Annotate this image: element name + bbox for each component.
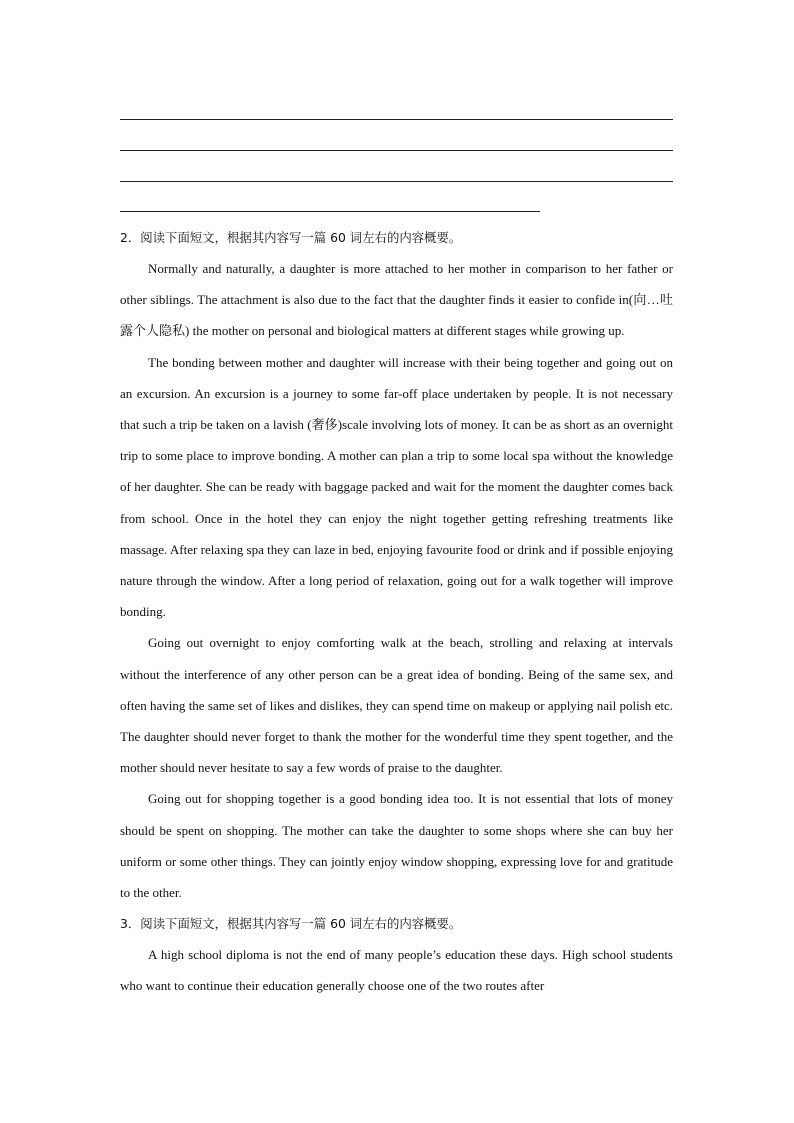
question-3-title: 3．阅读下面短文，根据其内容写一篇 60 词左右的内容概要。 xyxy=(120,916,462,932)
document-page xyxy=(120,0,673,1123)
question-2-paragraph-3: Going out overnight to enjoy comforting walk at the beach, strolling and relaxing at intervals without the interference of any other person can be a great idea of bonding. Being of the same sex, and often having the same set of likes and dislikes, they can spend time on makeup or applying nail polish etc. The daughter should never forget to thank the mother for the wonderful time they spent together, and the mother should never hesitate to say a few words of praise to the daughter. xyxy=(120,635,673,776)
question-2-paragraph-4: Going out for shopping together is a good bonding idea too. It is not essential that lots of money should be spent on shopping. The mother can take the daughter to some shops where she can buy her uniform or some other things. They can jointly enjoy window shopping, expressing love for and gratitude to the other. xyxy=(120,791,673,901)
question-2-paragraph-2: The bonding between mother and daughter will increase with their being together and going out on an excursion. An excursion is a journey to some far-off place undertaken by people. It is not necessary that such a trip be taken on a lavish (奢侈)scale involving lots of money. It can be as short as an overnight trip to some place to improve bonding. A mother can plan a trip to some local spa without the knowledge of her daughter. She can be ready with baggage packed and wait for the moment the daughter comes back from school. Once in the hotel they can enjoy the night together getting refreshing treatments like massage. After relaxing spa they can laze in bed, enjoying favourite food or drink and if possible enjoying nature through the window. After a long period of relaxation, going out for a walk together will improve bonding. xyxy=(120,354,673,620)
question-3-paragraph-1: A high school diploma is not the end of many people’s education these days. High school students who want to continue their education generally choose one of the two routes after xyxy=(120,947,673,994)
question-2-paragraph-1: Normally and naturally, a daughter is more attached to her mother in comparison to her father or other siblings. The attachment is also due to the fact that the daughter finds it easier to confide in(向…吐露个人隐私) the mother on personal and biological matters at different stages while growing up. xyxy=(120,261,673,339)
answer-line xyxy=(120,119,673,120)
question-2 xyxy=(120,222,673,908)
answer-line xyxy=(120,211,540,212)
answer-line xyxy=(120,181,673,182)
question-2-title: 2．阅读下面短文，根据其内容写一篇 60 词左右的内容概要。 xyxy=(120,230,462,245)
question-3 xyxy=(120,908,673,1001)
document-content xyxy=(120,222,673,1002)
answer-line xyxy=(120,150,673,151)
